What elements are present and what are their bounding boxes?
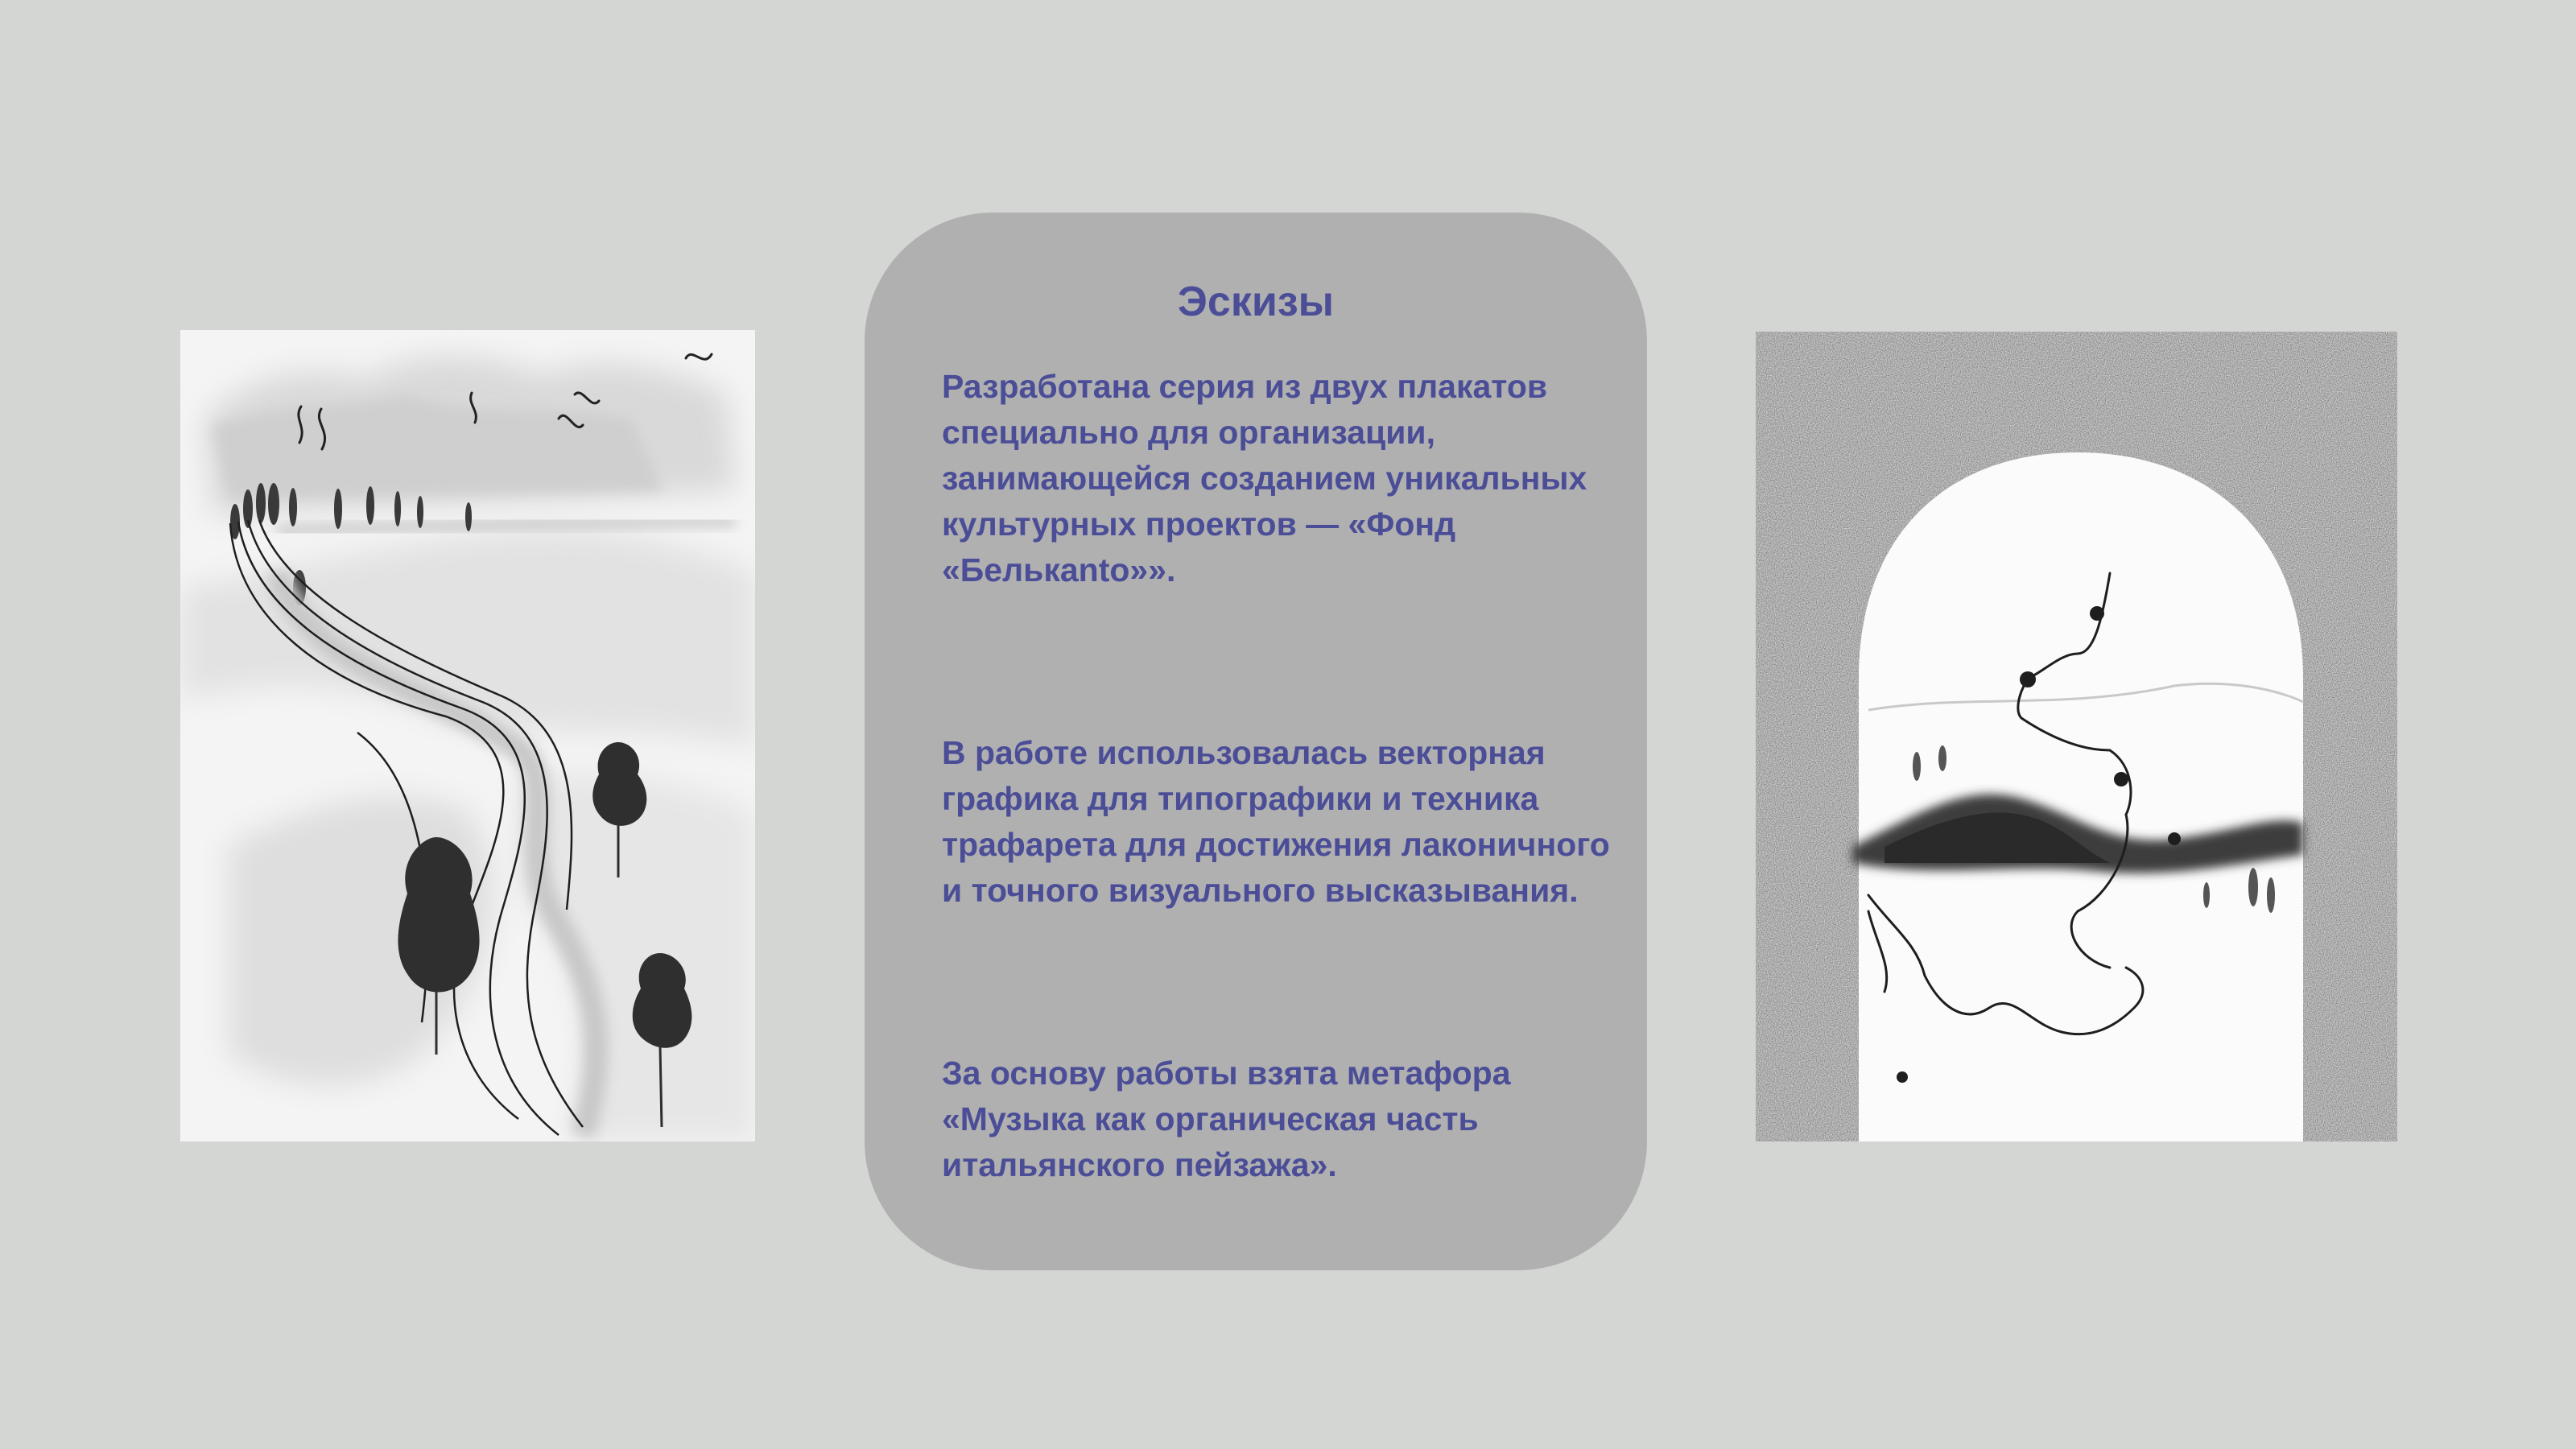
arch-landscape-illustration (1756, 332, 2397, 1141)
card-paragraph-metaphor: За основу работы взята метафора «Музыка как органическая часть итальянского пейзажа». (942, 1055, 1511, 1183)
card-paragraph-description: Разработана серия из двух плакатов специально для организации, занимающейся созданием уникальных культурных проектов — «Фонд «Белькanto»». (942, 368, 1587, 588)
landscape-violin-illustration (180, 330, 755, 1141)
sketch-left-landscape (180, 330, 755, 1141)
info-card (865, 213, 1647, 1270)
card-paragraph-technique: В работе использовалась векторная графика для типографики и техника трафарета для достижения лаконичного и точного визуального высказывания. (942, 734, 1610, 909)
card-title: Эскизы (1177, 279, 1335, 325)
sketch-right-arch (1756, 332, 2397, 1141)
